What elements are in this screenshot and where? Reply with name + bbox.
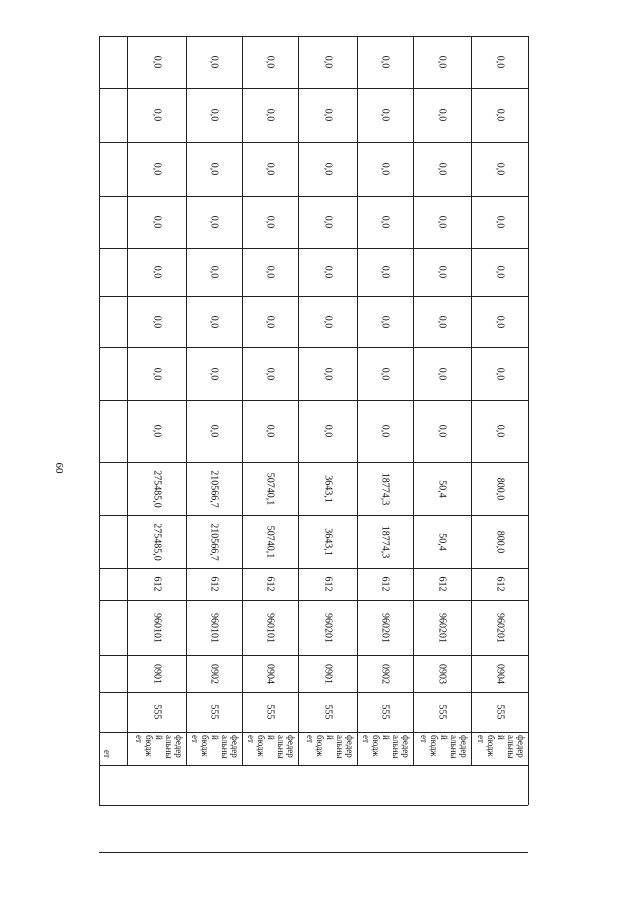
value-cell xyxy=(357,515,413,568)
value-cell xyxy=(471,88,528,142)
value-cell-text: 0,0 xyxy=(264,367,276,380)
value-cell xyxy=(357,36,413,88)
value-cell xyxy=(242,36,298,88)
value-cell-text: 0,0 xyxy=(436,265,448,279)
value-cell xyxy=(186,196,242,248)
value-cell xyxy=(357,88,413,142)
value-cell-text: 0,0 xyxy=(379,265,391,279)
value-cell-text: 0,0 xyxy=(151,55,162,69)
section-cell-text: 0901 xyxy=(151,663,162,684)
value-cell xyxy=(242,88,298,142)
table-rule-h xyxy=(99,805,528,806)
target-cell-text: 960201 xyxy=(379,612,391,643)
section-cell xyxy=(127,655,186,692)
table-rule-h xyxy=(99,765,528,766)
value-cell-text: 0,0 xyxy=(436,424,448,438)
value-cell xyxy=(127,142,186,196)
value-cell-text: 18774,3 xyxy=(379,525,391,558)
table-rule-v xyxy=(528,36,529,805)
code-cell xyxy=(242,692,298,732)
type-cell-text: 612 xyxy=(208,576,220,592)
value-cell-text: 210566,7 xyxy=(208,522,220,561)
value-cell-text: 275485,0 xyxy=(151,522,162,561)
value-cell-text: 0,0 xyxy=(379,162,391,176)
value-cell xyxy=(413,248,471,296)
value-cell xyxy=(186,88,242,142)
value-cell xyxy=(413,400,471,462)
target-cell xyxy=(127,600,186,655)
code-cell-text: 555 xyxy=(322,704,333,720)
value-cell xyxy=(471,347,528,400)
value-cell-text: 0,0 xyxy=(322,315,333,328)
value-cell xyxy=(298,88,357,142)
code-cell xyxy=(413,692,471,732)
value-cell xyxy=(413,36,471,88)
value-cell-text: 0,0 xyxy=(379,108,391,122)
type-cell xyxy=(127,568,186,600)
type-cell-text: 612 xyxy=(322,576,333,592)
value-cell-text: 0,0 xyxy=(494,315,505,328)
type-cell xyxy=(242,568,298,600)
value-cell-text: 0,0 xyxy=(208,367,220,380)
value-cell xyxy=(298,36,357,88)
value-cell xyxy=(242,515,298,568)
value-cell xyxy=(471,142,528,196)
value-cell-text: 0,0 xyxy=(151,108,162,122)
section-cell xyxy=(413,655,471,692)
value-cell xyxy=(357,462,413,515)
section-cell xyxy=(298,655,357,692)
value-cell xyxy=(357,196,413,248)
value-cell xyxy=(298,196,357,248)
header-fragment: ет xyxy=(102,750,112,758)
value-cell-text: 0,0 xyxy=(379,215,391,229)
value-cell xyxy=(186,142,242,196)
value-cell-text: 50740,1 xyxy=(264,525,276,558)
value-cell-text: 0,0 xyxy=(494,367,505,380)
value-cell xyxy=(186,462,242,515)
target-cell-text: 960201 xyxy=(322,612,333,643)
type-cell-text: 612 xyxy=(436,576,448,592)
code-cell xyxy=(186,692,242,732)
type-cell xyxy=(186,568,242,600)
budget-label: федер альны й бюдж ет xyxy=(476,735,526,759)
value-cell-text: 0,0 xyxy=(208,162,220,176)
budget-label: федер альны й бюдж ет xyxy=(134,735,184,759)
value-cell-text: 50,4 xyxy=(436,532,448,551)
value-cell xyxy=(242,347,298,400)
value-cell xyxy=(242,196,298,248)
value-cell-text: 50740,1 xyxy=(264,472,276,505)
value-cell xyxy=(413,142,471,196)
value-cell xyxy=(186,248,242,296)
value-cell-text: 0,0 xyxy=(322,424,333,438)
section-cell-text: 0904 xyxy=(494,663,505,684)
value-cell-text: 0,0 xyxy=(436,367,448,380)
value-cell-text: 0,0 xyxy=(494,424,505,438)
value-cell-text: 0,0 xyxy=(264,424,276,438)
type-cell-text: 612 xyxy=(494,576,505,592)
type-cell-text: 612 xyxy=(151,576,162,592)
value-cell xyxy=(127,296,186,347)
value-cell xyxy=(471,196,528,248)
value-cell xyxy=(413,347,471,400)
value-cell xyxy=(471,462,528,515)
section-cell-text: 0902 xyxy=(208,663,220,684)
value-cell xyxy=(186,347,242,400)
value-cell-text: 3643,1 xyxy=(322,474,333,503)
value-cell xyxy=(127,462,186,515)
value-cell-text: 0,0 xyxy=(436,315,448,328)
target-cell xyxy=(186,600,242,655)
value-cell-text: 210566,7 xyxy=(208,469,220,508)
value-cell-text: 0,0 xyxy=(208,215,220,229)
value-cell xyxy=(298,248,357,296)
value-cell-text: 0,0 xyxy=(151,215,162,229)
value-cell xyxy=(127,515,186,568)
value-cell-text: 0,0 xyxy=(494,215,505,229)
value-cell-text: 0,0 xyxy=(436,215,448,229)
value-cell xyxy=(186,296,242,347)
value-cell xyxy=(127,88,186,142)
value-cell xyxy=(298,515,357,568)
value-cell xyxy=(357,347,413,400)
value-cell-text: 0,0 xyxy=(322,55,333,69)
type-cell xyxy=(413,568,471,600)
value-cell-text: 0,0 xyxy=(151,315,162,328)
target-cell xyxy=(413,600,471,655)
value-cell-text: 0,0 xyxy=(208,108,220,122)
code-cell-text: 555 xyxy=(264,704,276,720)
value-cell xyxy=(471,248,528,296)
type-cell xyxy=(298,568,357,600)
code-cell-text: 555 xyxy=(208,704,220,720)
section-cell-text: 0901 xyxy=(322,663,333,684)
target-cell-text: 960201 xyxy=(494,612,505,643)
value-cell-text: 0,0 xyxy=(494,55,505,69)
page-number: 60 xyxy=(53,462,65,474)
value-cell-text: 0,0 xyxy=(494,108,505,122)
value-cell xyxy=(298,400,357,462)
type-cell xyxy=(357,568,413,600)
value-cell-text: 0,0 xyxy=(322,215,333,229)
section-cell xyxy=(242,655,298,692)
value-cell-text: 0,0 xyxy=(322,162,333,176)
value-cell-text: 0,0 xyxy=(264,265,276,279)
value-cell-text: 0,0 xyxy=(151,265,162,279)
value-cell-text: 800,0 xyxy=(494,530,505,553)
value-cell-text: 0,0 xyxy=(208,424,220,438)
value-cell xyxy=(127,347,186,400)
value-cell xyxy=(186,36,242,88)
value-cell-text: 0,0 xyxy=(208,55,220,69)
code-cell xyxy=(127,692,186,732)
value-cell-text: 0,0 xyxy=(436,162,448,176)
value-cell xyxy=(127,248,186,296)
code-cell xyxy=(298,692,357,732)
value-cell-text: 0,0 xyxy=(379,315,391,328)
value-cell xyxy=(471,400,528,462)
value-cell-text: 800,0 xyxy=(494,477,505,500)
value-cell xyxy=(471,296,528,347)
value-cell-text: 0,0 xyxy=(151,162,162,176)
value-cell-text: 0,0 xyxy=(322,108,333,122)
value-cell-text: 0,0 xyxy=(264,55,276,69)
value-cell-text: 0,0 xyxy=(379,424,391,438)
value-cell xyxy=(298,462,357,515)
section-cell xyxy=(471,655,528,692)
code-cell xyxy=(357,692,413,732)
value-cell-text: 0,0 xyxy=(151,367,162,380)
value-cell xyxy=(186,515,242,568)
budget-label: федер альны й бюдж ет xyxy=(361,735,411,759)
section-cell-text: 0903 xyxy=(436,663,448,684)
budget-label: федер альны й бюдж ет xyxy=(190,735,240,759)
value-cell xyxy=(413,515,471,568)
section-cell-text: 0904 xyxy=(264,663,276,684)
value-cell-text: 3643,1 xyxy=(322,527,333,556)
value-cell-text: 0,0 xyxy=(322,367,333,380)
footer-rule xyxy=(99,852,528,853)
value-cell xyxy=(127,196,186,248)
value-cell xyxy=(127,36,186,88)
target-cell xyxy=(298,600,357,655)
budget-label: федер альны й бюдж ет xyxy=(419,735,469,759)
value-cell xyxy=(357,142,413,196)
target-cell xyxy=(471,600,528,655)
value-cell xyxy=(127,400,186,462)
type-cell-text: 612 xyxy=(264,576,276,592)
value-cell-text: 0,0 xyxy=(379,367,391,380)
value-cell-text: 0,0 xyxy=(322,265,333,279)
value-cell xyxy=(357,400,413,462)
value-cell-text: 0,0 xyxy=(264,108,276,122)
value-cell-text: 275485,0 xyxy=(151,469,162,508)
value-cell xyxy=(186,400,242,462)
code-cell-text: 555 xyxy=(436,704,448,720)
value-cell-text: 0,0 xyxy=(264,215,276,229)
value-cell-text: 0,0 xyxy=(379,55,391,69)
value-cell xyxy=(242,462,298,515)
value-cell-text: 0,0 xyxy=(264,162,276,176)
code-cell-text: 555 xyxy=(151,704,162,720)
target-cell-text: 960101 xyxy=(151,612,162,643)
value-cell xyxy=(357,248,413,296)
target-cell xyxy=(242,600,298,655)
value-cell-text: 0,0 xyxy=(494,162,505,176)
value-cell-text: 0,0 xyxy=(436,108,448,122)
target-cell-text: 960101 xyxy=(208,612,220,643)
value-cell xyxy=(413,296,471,347)
table-rule-h xyxy=(99,732,528,733)
value-cell-text: 0,0 xyxy=(264,315,276,328)
value-cell xyxy=(471,36,528,88)
type-cell xyxy=(471,568,528,600)
value-cell xyxy=(298,296,357,347)
value-cell xyxy=(413,462,471,515)
code-cell-text: 555 xyxy=(494,704,505,720)
value-cell xyxy=(242,296,298,347)
target-cell xyxy=(357,600,413,655)
value-cell-text: 0,0 xyxy=(208,265,220,279)
value-cell xyxy=(242,248,298,296)
value-cell xyxy=(357,296,413,347)
value-cell-text: 18774,3 xyxy=(379,472,391,505)
code-cell xyxy=(471,692,528,732)
value-cell-text: 0,0 xyxy=(208,315,220,328)
table-rule-v xyxy=(99,36,100,805)
value-cell xyxy=(298,347,357,400)
code-cell-text: 555 xyxy=(379,704,391,720)
value-cell-text: 0,0 xyxy=(436,55,448,69)
budget-label: федер альны й бюдж ет xyxy=(246,735,296,759)
value-cell-text: 50,4 xyxy=(436,479,448,498)
section-cell-text: 0902 xyxy=(379,663,391,684)
value-cell-text: 0,0 xyxy=(494,265,505,279)
section-cell xyxy=(357,655,413,692)
value-cell xyxy=(298,142,357,196)
value-cell-text: 0,0 xyxy=(151,424,162,438)
value-cell xyxy=(242,400,298,462)
type-cell-text: 612 xyxy=(379,576,391,592)
value-cell xyxy=(242,142,298,196)
budget-label: федер альны й бюдж ет xyxy=(305,735,355,759)
value-cell xyxy=(413,196,471,248)
target-cell-text: 960101 xyxy=(264,612,276,643)
value-cell xyxy=(413,88,471,142)
value-cell xyxy=(471,515,528,568)
section-cell xyxy=(186,655,242,692)
target-cell-text: 960201 xyxy=(436,612,448,643)
